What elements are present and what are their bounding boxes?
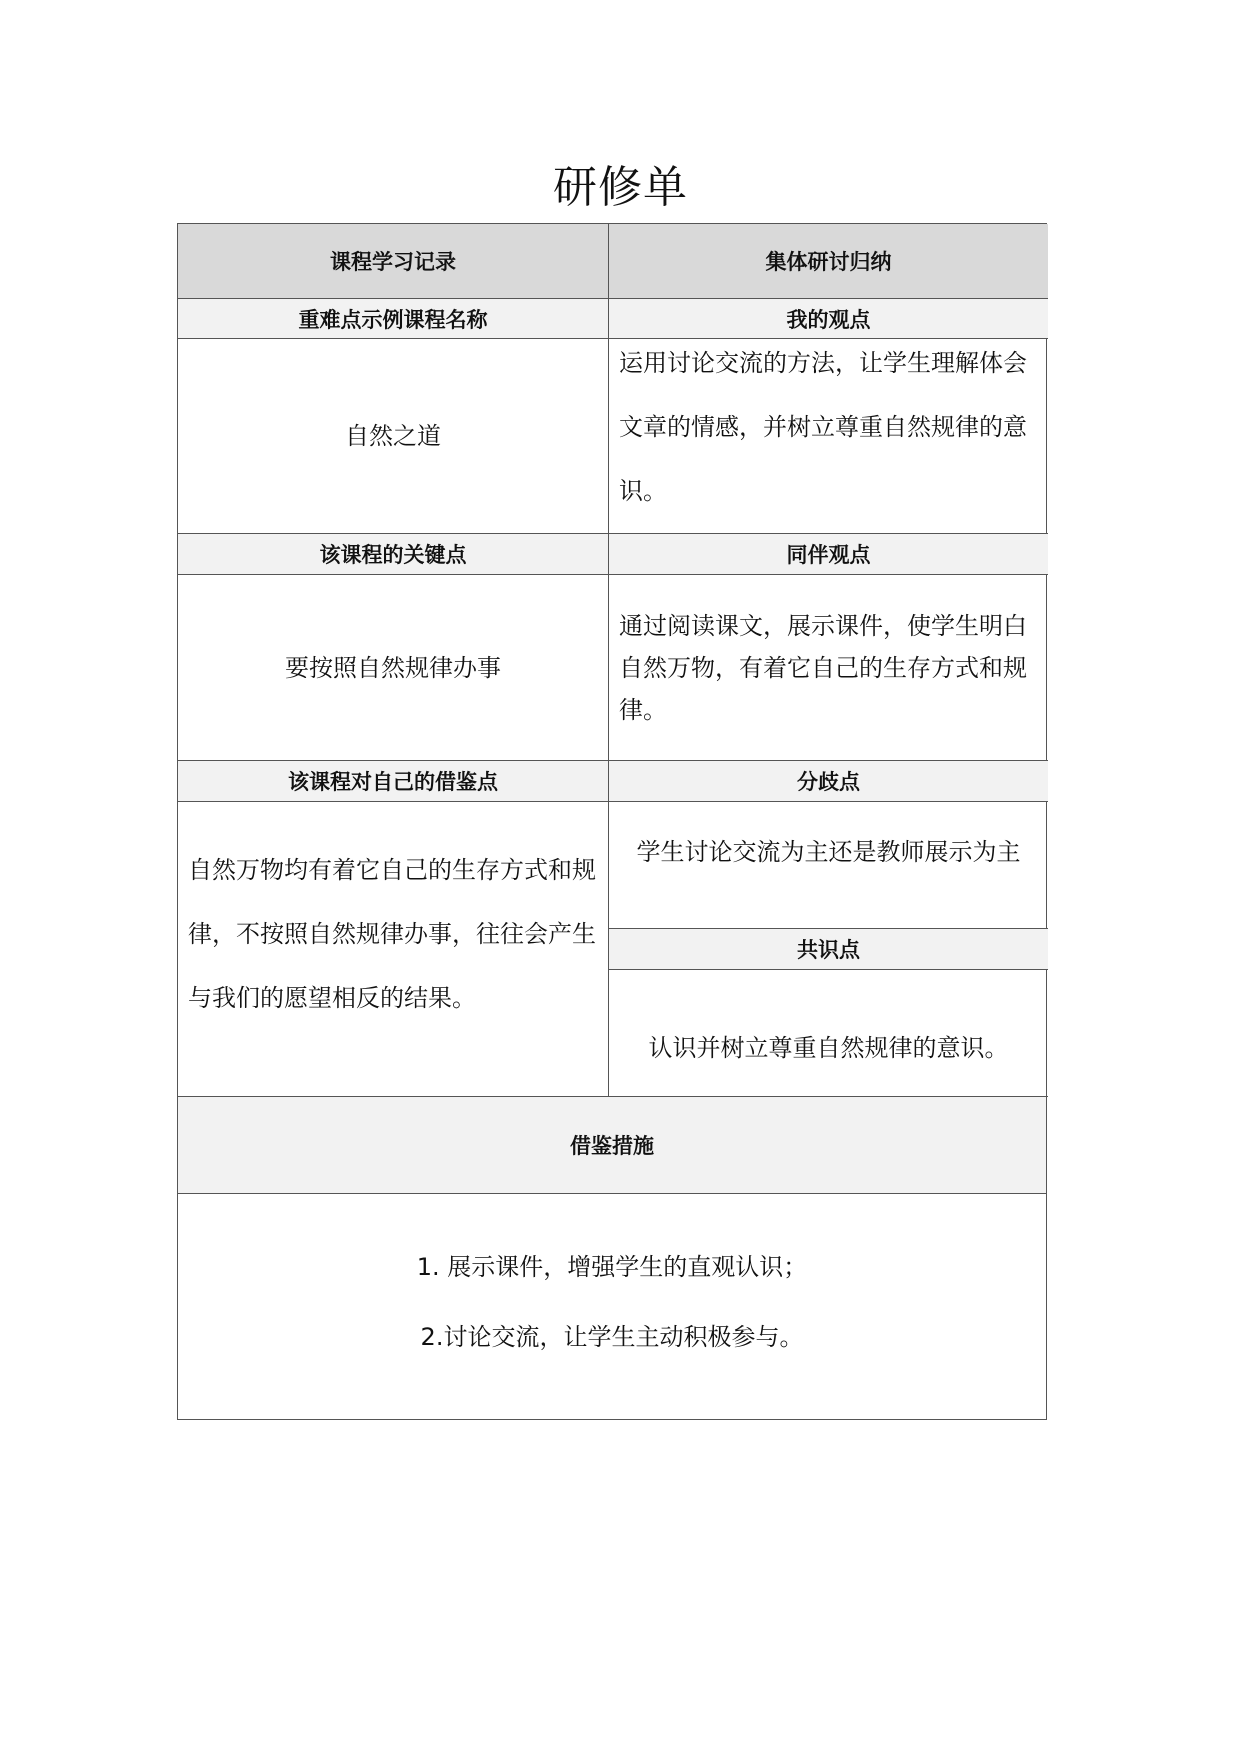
study-sheet-table (177, 223, 1047, 1420)
divergence-value-cell (609, 802, 1048, 929)
measures-label-cell (178, 1097, 1046, 1194)
measures-item-2: 2.讨论交流，让学生主动积极参与。 (420, 1323, 804, 1351)
my-view-value-cell (609, 339, 1048, 534)
peer-view-label-cell (609, 534, 1048, 575)
header-course-record (178, 224, 609, 299)
peer-view-label: 同伴观点 (786, 543, 871, 567)
header-course-record-label: 课程学习记录 (330, 250, 456, 274)
divergence-label-cell (609, 761, 1048, 802)
consensus-value-cell (609, 970, 1048, 1097)
key-point-label-cell (178, 534, 609, 575)
reference-label: 该课程对自己的借鉴点 (288, 770, 498, 794)
measures-list (178, 1194, 1046, 1419)
header-group-summary-label: 集体研讨归纳 (765, 250, 892, 274)
key-point-value-cell (178, 575, 609, 761)
reference-value-cell (178, 802, 609, 1097)
divergence-value: 学生讨论交流为主还是教师展示为主 (636, 838, 1021, 866)
course-name-value: 自然之道 (345, 422, 441, 450)
divergence-label: 分歧点 (797, 770, 860, 794)
page-title: 研修单 (553, 162, 688, 213)
reference-label-cell (178, 761, 609, 802)
reference-value: 自然万物均有着它自己的生存方式和规律，不按照自然规律办事，往往会产生与我们的愿望相反的结果。 (188, 856, 596, 1012)
measures-label: 借鉴措施 (570, 1134, 654, 1158)
course-name-value-cell (178, 339, 609, 534)
measures-item-1: 1. 展示课件，增强学生的直观认识； (416, 1253, 808, 1281)
peer-view-value: 通过阅读课文，展示课件，使学生明白自然万物，有着它自己的生存方式和规律。 (619, 611, 1027, 724)
consensus-value: 认识并树立尊重自然规律的意识。 (648, 1034, 1009, 1062)
key-point-value: 要按照自然规律办事 (285, 653, 501, 682)
consensus-label-cell (609, 929, 1048, 970)
consensus-label: 共识点 (797, 938, 860, 962)
header-group-summary (609, 224, 1048, 299)
my-view-label: 我的观点 (786, 307, 871, 332)
my-view-value: 运用讨论交流的方法，让学生理解体会文章的情感，并树立尊重自然规律的意识。 (619, 349, 1027, 505)
course-name-label: 重难点示例课程名称 (298, 307, 488, 332)
course-name-label-cell (178, 299, 609, 339)
key-point-label: 该课程的关键点 (319, 543, 467, 567)
peer-view-value-cell (609, 575, 1048, 761)
